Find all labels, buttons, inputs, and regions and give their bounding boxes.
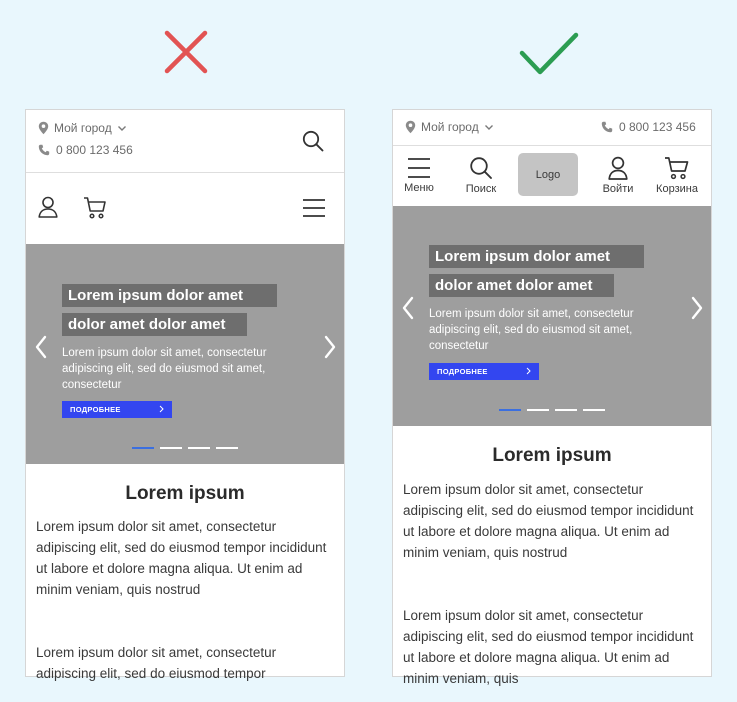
phone-number-label: 0 800 123 456 <box>619 120 696 134</box>
phone-icon <box>601 121 613 133</box>
hero-headline-1: Lorem ipsum dolor amet <box>429 245 644 268</box>
hero-headline-1: Lorem ipsum dolor amet <box>62 284 277 307</box>
logo[interactable]: Logo <box>518 153 578 196</box>
menu-label: Меню <box>404 182 434 194</box>
city-label: Мой город <box>421 120 479 134</box>
slider-dot[interactable] <box>216 447 238 449</box>
slider-dot[interactable] <box>499 409 521 411</box>
slider-dot[interactable] <box>160 447 182 449</box>
hero-headline-2: dolor amet dolor amet <box>62 313 247 336</box>
login-button[interactable] <box>596 156 640 195</box>
cart-icon <box>664 156 690 180</box>
search-label: Поиск <box>465 183 497 195</box>
phone-number[interactable] <box>601 120 696 134</box>
header-divider <box>393 145 711 146</box>
chevron-right-icon <box>159 405 164 415</box>
slider-dot[interactable] <box>132 447 154 449</box>
hero-text: Lorem ipsum dolor sit amet, consectetur adipiscing elit, sed do eiusmod sit amet, consectetur <box>429 308 634 352</box>
chevron-right-icon <box>526 367 531 377</box>
hamburger-menu-icon[interactable] <box>302 198 326 218</box>
details-button-label: ПОДРОБНЕЕ <box>70 405 121 414</box>
slider-prev-arrow-icon[interactable] <box>401 296 415 325</box>
slider-next-arrow-icon[interactable] <box>323 335 337 364</box>
user-icon[interactable] <box>38 196 58 218</box>
search-button[interactable] <box>459 156 503 195</box>
hero-slider <box>393 206 711 426</box>
city-selector[interactable] <box>38 121 127 135</box>
cart-label: Корзина <box>656 183 698 195</box>
hero-text: Lorem ipsum dolor sit amet, consectetur adipiscing elit, sed do eiusmod sit amet, consectetur <box>62 347 267 391</box>
city-label: Мой город <box>54 121 112 135</box>
cross-icon <box>163 29 209 75</box>
content-paragraph-1: Lorem ipsum dolor sit amet, consectetur adipiscing elit, sed do eiusmod tempor incididunt ut labore et dolore magna aliqua. Ut enim ad minim veniam, quis nostrud <box>36 519 327 597</box>
phone-number[interactable] <box>38 143 133 157</box>
chevron-down-icon <box>117 125 127 132</box>
hero-slider <box>26 244 344 464</box>
slider-next-arrow-icon[interactable] <box>690 296 704 325</box>
cart-button[interactable] <box>649 156 705 195</box>
content-paragraph-2: Lorem ipsum dolor sit amet, consectetur adipiscing elit, sed do eiusmod tempor <box>36 645 277 681</box>
phone-number-label: 0 800 123 456 <box>56 143 133 157</box>
slider-prev-arrow-icon[interactable] <box>34 335 48 364</box>
hero-headline-2: dolor amet dolor amet <box>429 274 614 297</box>
phone-icon <box>38 144 50 156</box>
cart-icon[interactable] <box>83 196 107 220</box>
user-icon <box>608 156 628 180</box>
location-pin-icon <box>405 120 416 134</box>
details-button[interactable] <box>62 401 172 418</box>
slider-dot[interactable] <box>555 409 577 411</box>
details-button-label: ПОДРОБНЕЕ <box>437 367 488 376</box>
content-title: Lorem ipsum <box>492 445 612 466</box>
check-icon <box>518 31 580 77</box>
content-title: Lorem ipsum <box>125 483 245 504</box>
search-icon[interactable] <box>302 130 324 152</box>
content-paragraph-2: Lorem ipsum dolor sit amet, consectetur adipiscing elit, sed do eiusmod tempor incididunt ut labore et dolore magna aliqua. Ut enim ad minim veniam, quis <box>403 608 694 686</box>
location-pin-icon <box>38 121 49 135</box>
good-mobile-layout <box>392 109 712 686</box>
city-selector[interactable] <box>405 120 494 134</box>
slider-dot[interactable] <box>527 409 549 411</box>
slider-pagination <box>499 409 605 411</box>
header-divider <box>26 172 344 173</box>
content-paragraph-1: Lorem ipsum dolor sit amet, consectetur adipiscing elit, sed do eiusmod tempor incididunt ut labore et dolore magna aliqua. Ut enim ad minim veniam, quis nostrud <box>403 482 694 560</box>
details-button[interactable] <box>429 363 539 380</box>
chevron-down-icon <box>484 124 494 131</box>
slider-pagination <box>132 447 238 449</box>
login-label: Войти <box>602 183 634 195</box>
menu-button[interactable] <box>399 157 439 194</box>
hamburger-menu-icon <box>407 157 431 179</box>
search-icon <box>469 156 493 180</box>
slider-dot[interactable] <box>188 447 210 449</box>
bad-mobile-layout <box>25 109 345 681</box>
slider-dot[interactable] <box>583 409 605 411</box>
